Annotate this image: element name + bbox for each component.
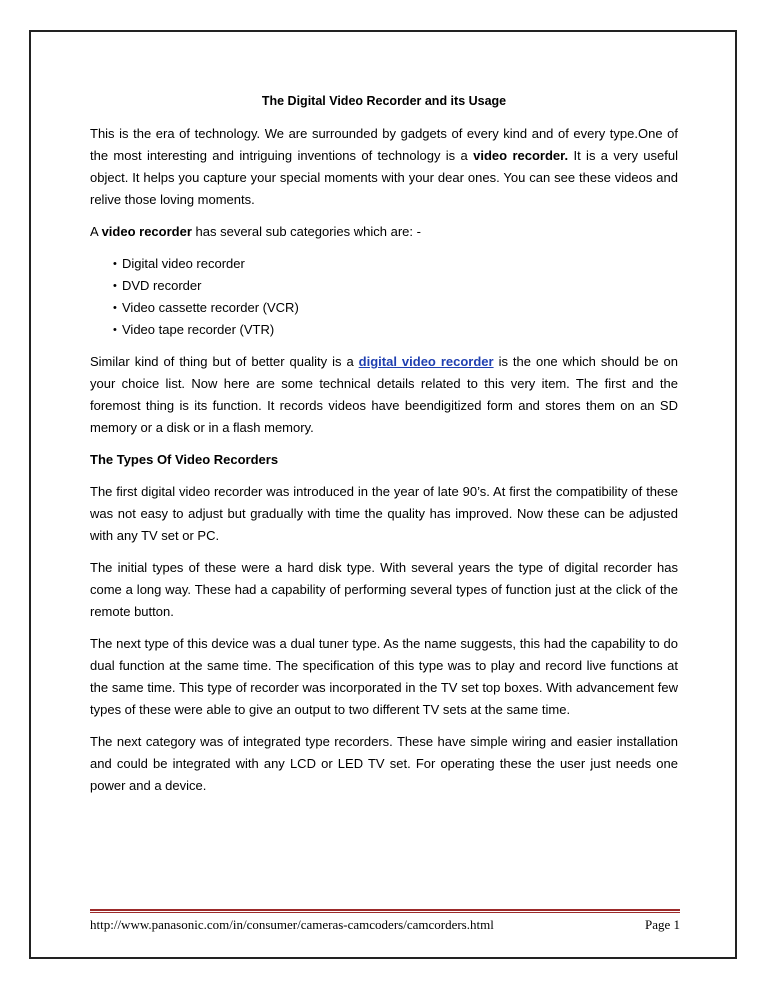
intro-text-before: This is the era of technology. We are surrounded by gadgets of every kind and of every type.One of the most interesting and intriguing inventions of technology is a [90,126,678,163]
document-title: The Digital Video Recorder and its Usage [261,94,507,108]
footer-text-row [90,917,680,933]
paragraph-hard-disk: The initial types of these were a hard disk type. With several years the type of digital recorder has come a long way. These had a capability of performing several types of function just at the click of the remote button. [90,560,678,619]
categories-list [90,253,678,341]
intro-bold: video recorder. [473,148,569,163]
types-heading: The Types Of Video Recorders [90,452,279,467]
intro-paragraph [90,123,678,211]
footer-rule-thin [90,912,680,913]
list-item-text: Digital video recorder [122,256,245,271]
similar-text-before: Similar kind of thing but of better quality is a [90,354,359,369]
bullet-icon: • [113,280,117,292]
list-item-text: Video cassette recorder (VCR) [122,300,299,315]
footer-url: http://www.panasonic.com/in/consumer/cameras-camcoders/camcorders.html [90,917,494,932]
intro-text-after: It is a very useful object. It helps you capture your special moments with your dear ones. You can see these videos and relive those loving moments. [90,148,678,207]
list-item [90,319,678,341]
similar-text-after: is the one which should be on your choice list. Now here are some technical details related to this very item. The first and the foremost thing is its function. It records videos have beendigitized form and stores them on an SD memory or a disk or in a flash memory. [90,354,679,435]
paragraph-first-dvr: The first digital video recorder was introduced in the year of late 90’s. At first the compatibility of these was not easy to adjust but gradually with time the quality has improved. Now these can be adjusted with any TV set or PC. [90,484,678,543]
page-footer [90,909,680,933]
bullet-icon: • [113,324,117,336]
list-item-text: Video tape recorder (VTR) [122,322,275,337]
similar-paragraph [90,351,678,439]
categories-intro [90,221,678,243]
document-body [90,90,678,807]
bullet-icon: • [113,258,117,270]
paragraph-dual-tuner: The next type of this device was a dual tuner type. As the name suggests, this had the capability to do dual function at the same time. The specification of this type was to play and record live functions at the same time. This type of recorder was incorporated in the TV set top boxes. With advancement few types of these were able to give an output to two different TV sets at the same time. [90,636,678,717]
page-number: Page 1 [644,917,680,932]
categories-text-after: has several sub categories which are: - [191,224,421,239]
list-item [90,297,678,319]
list-item [90,253,678,275]
list-item-text: DVD recorder [122,278,202,293]
categories-text-before: A [90,224,102,239]
bullet-icon: • [113,302,117,314]
list-item [90,275,678,297]
footer-rule [90,909,680,911]
categories-bold: video recorder [101,224,192,239]
digital-video-recorder-link[interactable]: digital video recorder [358,354,494,369]
paragraph-integrated: The next category was of integrated type recorders. These have simple wiring and easier installation and could be integrated with any LCD or LED TV set. For operating these the user just needs one power and a device. [90,734,678,793]
